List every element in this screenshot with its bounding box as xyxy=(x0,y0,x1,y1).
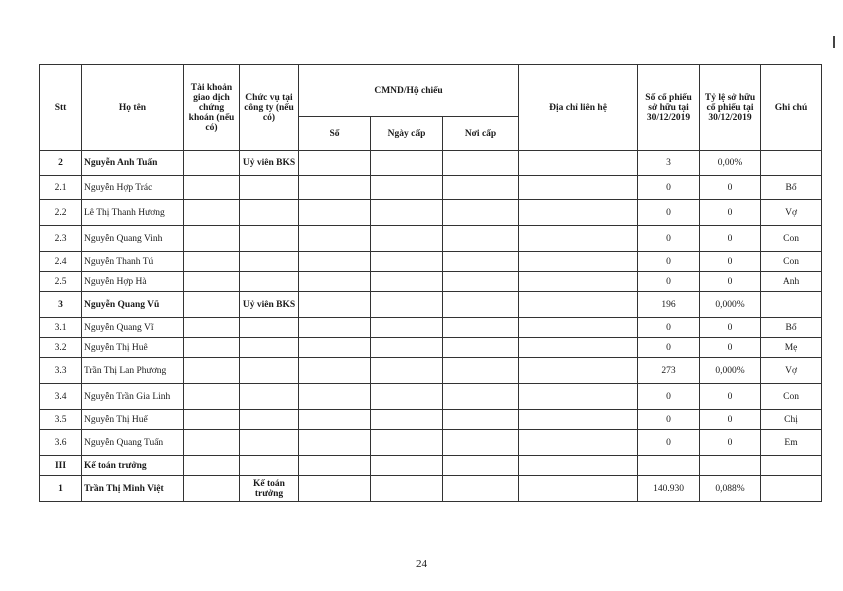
cell-name: Lê Thị Thanh Hương xyxy=(82,200,184,226)
cell-position xyxy=(240,226,299,252)
cell-note: Bố xyxy=(761,318,822,338)
cell-note: Anh xyxy=(761,272,822,292)
cell-address xyxy=(519,338,638,358)
cell-id-number xyxy=(299,272,371,292)
cell-trading-account xyxy=(184,151,240,176)
cell-address xyxy=(519,476,638,502)
cell-shares: 140.930 xyxy=(638,476,700,502)
cell-issue-place xyxy=(443,151,519,176)
cell-stt: 2 xyxy=(40,151,82,176)
cell-issue-place xyxy=(443,176,519,200)
cell-address xyxy=(519,200,638,226)
cell-address xyxy=(519,151,638,176)
cell-note: Bố xyxy=(761,176,822,200)
cell-issue-place xyxy=(443,430,519,456)
cell-issue-place xyxy=(443,292,519,318)
cell-issue-place xyxy=(443,252,519,272)
cell-issue-date xyxy=(371,430,443,456)
cell-trading-account xyxy=(184,226,240,252)
cell-address xyxy=(519,456,638,476)
cell-trading-account xyxy=(184,272,240,292)
cell-position xyxy=(240,358,299,384)
cell-trading-account xyxy=(184,318,240,338)
cell-id-number xyxy=(299,151,371,176)
cell-address xyxy=(519,410,638,430)
cell-trading-account xyxy=(184,384,240,410)
cell-note: Vợ xyxy=(761,200,822,226)
cell-trading-account xyxy=(184,252,240,272)
header-name: Họ tên xyxy=(82,65,184,151)
header-position: Chức vụ tại công ty (nếu có) xyxy=(240,65,299,151)
table-row xyxy=(40,151,822,176)
cell-id-number xyxy=(299,410,371,430)
cell-shares: 0 xyxy=(638,226,700,252)
cell-note xyxy=(761,292,822,318)
cell-issue-date xyxy=(371,358,443,384)
cell-position xyxy=(240,176,299,200)
cell-shares: 0 xyxy=(638,338,700,358)
header-id-number: Số xyxy=(299,117,371,151)
table-row xyxy=(40,176,822,200)
cell-trading-account xyxy=(184,430,240,456)
cell-issue-place xyxy=(443,384,519,410)
cell-ratio: 0,088% xyxy=(700,476,761,502)
cell-stt: 2.1 xyxy=(40,176,82,200)
table-row xyxy=(40,272,822,292)
cell-id-number xyxy=(299,384,371,410)
cell-ratio: 0 xyxy=(700,338,761,358)
cell-name: Nguyễn Thanh Tú xyxy=(82,252,184,272)
table-row xyxy=(40,338,822,358)
cell-stt: 3 xyxy=(40,292,82,318)
cell-position: Kế toán trưởng xyxy=(240,476,299,502)
cell-name: Nguyễn Quang Vĩ xyxy=(82,318,184,338)
header-address: Địa chỉ liên hệ xyxy=(519,65,638,151)
cell-name: Nguyễn Quang Tuấn xyxy=(82,430,184,456)
shareholder-table xyxy=(39,64,822,502)
cell-stt: 3.6 xyxy=(40,430,82,456)
cell-issue-place xyxy=(443,456,519,476)
cell-issue-place xyxy=(443,272,519,292)
cell-trading-account xyxy=(184,292,240,318)
cell-trading-account xyxy=(184,410,240,430)
cell-note: Chị xyxy=(761,410,822,430)
cell-ratio: 0 xyxy=(700,430,761,456)
cell-name: Trần Thị Lan Phương xyxy=(82,358,184,384)
cell-shares: 0 xyxy=(638,410,700,430)
table-row xyxy=(40,200,822,226)
cell-stt: 3.2 xyxy=(40,338,82,358)
header-ratio: Tỷ lệ sở hữu cổ phiếu tại 30/12/2019 xyxy=(700,65,761,151)
cell-note: Vợ xyxy=(761,358,822,384)
cell-name: Kế toán trưởng xyxy=(82,456,184,476)
cell-id-number xyxy=(299,292,371,318)
cell-trading-account xyxy=(184,456,240,476)
cell-name: Nguyễn Thị Huê xyxy=(82,338,184,358)
cell-name: Trần Thị Minh Việt xyxy=(82,476,184,502)
cell-issue-place xyxy=(443,358,519,384)
cell-id-number xyxy=(299,358,371,384)
cell-issue-place xyxy=(443,226,519,252)
cell-issue-date xyxy=(371,410,443,430)
cell-trading-account xyxy=(184,476,240,502)
header-id-card: CMND/Hộ chiếu xyxy=(299,65,519,117)
cell-address xyxy=(519,176,638,200)
cell-position xyxy=(240,272,299,292)
cell-stt: 3.1 xyxy=(40,318,82,338)
cell-stt: 3.5 xyxy=(40,410,82,430)
cell-id-number xyxy=(299,476,371,502)
cell-address xyxy=(519,292,638,318)
cell-address xyxy=(519,384,638,410)
cell-position xyxy=(240,456,299,476)
cell-issue-date xyxy=(371,292,443,318)
cell-issue-date xyxy=(371,318,443,338)
cell-shares xyxy=(638,456,700,476)
cell-issue-place xyxy=(443,318,519,338)
cell-ratio: 0,00% xyxy=(700,151,761,176)
cell-ratio: 0 xyxy=(700,318,761,338)
cell-note xyxy=(761,476,822,502)
cell-stt: III xyxy=(40,456,82,476)
cell-shares: 0 xyxy=(638,176,700,200)
table-row xyxy=(40,252,822,272)
cell-note: Con xyxy=(761,384,822,410)
cell-stt: 1 xyxy=(40,476,82,502)
cell-position: Uỷ viên BKS xyxy=(240,151,299,176)
cell-id-number xyxy=(299,456,371,476)
cell-ratio: 0,000% xyxy=(700,358,761,384)
page-number: 24 xyxy=(416,558,427,570)
cell-id-number xyxy=(299,430,371,456)
cell-stt: 2.3 xyxy=(40,226,82,252)
table-header xyxy=(40,65,822,151)
header-stt: Stt xyxy=(40,65,82,151)
cell-ratio xyxy=(700,456,761,476)
header-note: Ghi chú xyxy=(761,65,822,151)
cell-id-number xyxy=(299,318,371,338)
table-row xyxy=(40,226,822,252)
cell-stt: 2.5 xyxy=(40,272,82,292)
cell-note: Em xyxy=(761,430,822,456)
cell-issue-place xyxy=(443,338,519,358)
cell-position: Uỷ viên BKS xyxy=(240,292,299,318)
cell-ratio: 0,000% xyxy=(700,292,761,318)
cell-shares: 0 xyxy=(638,200,700,226)
cell-shares: 3 xyxy=(638,151,700,176)
table-row xyxy=(40,358,822,384)
cell-stt: 2.4 xyxy=(40,252,82,272)
cell-ratio: 0 xyxy=(700,226,761,252)
cell-shares: 273 xyxy=(638,358,700,384)
cell-id-number xyxy=(299,200,371,226)
cell-issue-date xyxy=(371,226,443,252)
cell-name: Nguyễn Hợp Trác xyxy=(82,176,184,200)
cell-issue-date xyxy=(371,476,443,502)
cell-name: Nguyễn Anh Tuấn xyxy=(82,151,184,176)
cell-ratio: 0 xyxy=(700,200,761,226)
cell-address xyxy=(519,318,638,338)
cell-shares: 0 xyxy=(638,318,700,338)
cell-issue-date xyxy=(371,456,443,476)
cell-name: Nguyễn Hợp Hà xyxy=(82,272,184,292)
header-trading-account: Tài khoản giao dịch chứng khoán (nếu có) xyxy=(184,65,240,151)
cell-id-number xyxy=(299,338,371,358)
table-row xyxy=(40,410,822,430)
cell-address xyxy=(519,252,638,272)
cell-ratio: 0 xyxy=(700,176,761,200)
cell-position xyxy=(240,318,299,338)
cell-trading-account xyxy=(184,338,240,358)
cell-stt: 3.3 xyxy=(40,358,82,384)
cell-note: Con xyxy=(761,226,822,252)
cell-name: Nguyễn Quang Vinh xyxy=(82,226,184,252)
cell-shares: 0 xyxy=(638,384,700,410)
table-row xyxy=(40,292,822,318)
header-issue-date: Ngày cấp xyxy=(371,117,443,151)
cell-ratio: 0 xyxy=(700,384,761,410)
cell-name: Nguyễn Thị Huế xyxy=(82,410,184,430)
cell-position xyxy=(240,410,299,430)
cell-note: Con xyxy=(761,252,822,272)
cell-address xyxy=(519,358,638,384)
cell-issue-date xyxy=(371,151,443,176)
cell-trading-account xyxy=(184,200,240,226)
cell-address xyxy=(519,430,638,456)
page-edge-mark xyxy=(833,36,835,48)
cell-ratio: 0 xyxy=(700,410,761,430)
cell-id-number xyxy=(299,176,371,200)
cell-issue-date xyxy=(371,272,443,292)
cell-shares: 0 xyxy=(638,252,700,272)
cell-id-number xyxy=(299,252,371,272)
cell-name: Nguyễn Quang Vũ xyxy=(82,292,184,318)
cell-position xyxy=(240,338,299,358)
table-row xyxy=(40,384,822,410)
cell-issue-date xyxy=(371,200,443,226)
cell-note xyxy=(761,456,822,476)
cell-trading-account xyxy=(184,358,240,384)
cell-stt: 2.2 xyxy=(40,200,82,226)
table-body xyxy=(40,151,822,502)
cell-issue-place xyxy=(443,476,519,502)
cell-issue-date xyxy=(371,384,443,410)
cell-id-number xyxy=(299,226,371,252)
cell-issue-date xyxy=(371,176,443,200)
table-row xyxy=(40,456,822,476)
cell-ratio: 0 xyxy=(700,252,761,272)
cell-position xyxy=(240,384,299,410)
cell-issue-place xyxy=(443,200,519,226)
cell-shares: 0 xyxy=(638,272,700,292)
cell-stt: 3.4 xyxy=(40,384,82,410)
cell-issue-date xyxy=(371,338,443,358)
table-row xyxy=(40,430,822,456)
cell-shares: 196 xyxy=(638,292,700,318)
cell-position xyxy=(240,430,299,456)
header-shares: Số cổ phiếu sở hữu tại 30/12/2019 xyxy=(638,65,700,151)
table-row xyxy=(40,476,822,502)
cell-trading-account xyxy=(184,176,240,200)
cell-ratio: 0 xyxy=(700,272,761,292)
cell-name: Nguyễn Trần Gia Linh xyxy=(82,384,184,410)
header-issue-place: Nơi cấp xyxy=(443,117,519,151)
header-row-1 xyxy=(40,65,822,117)
cell-address xyxy=(519,226,638,252)
cell-note: Mẹ xyxy=(761,338,822,358)
cell-position xyxy=(240,252,299,272)
cell-shares: 0 xyxy=(638,430,700,456)
cell-issue-date xyxy=(371,252,443,272)
cell-address xyxy=(519,272,638,292)
cell-note xyxy=(761,151,822,176)
cell-position xyxy=(240,200,299,226)
cell-issue-place xyxy=(443,410,519,430)
table-row xyxy=(40,318,822,338)
